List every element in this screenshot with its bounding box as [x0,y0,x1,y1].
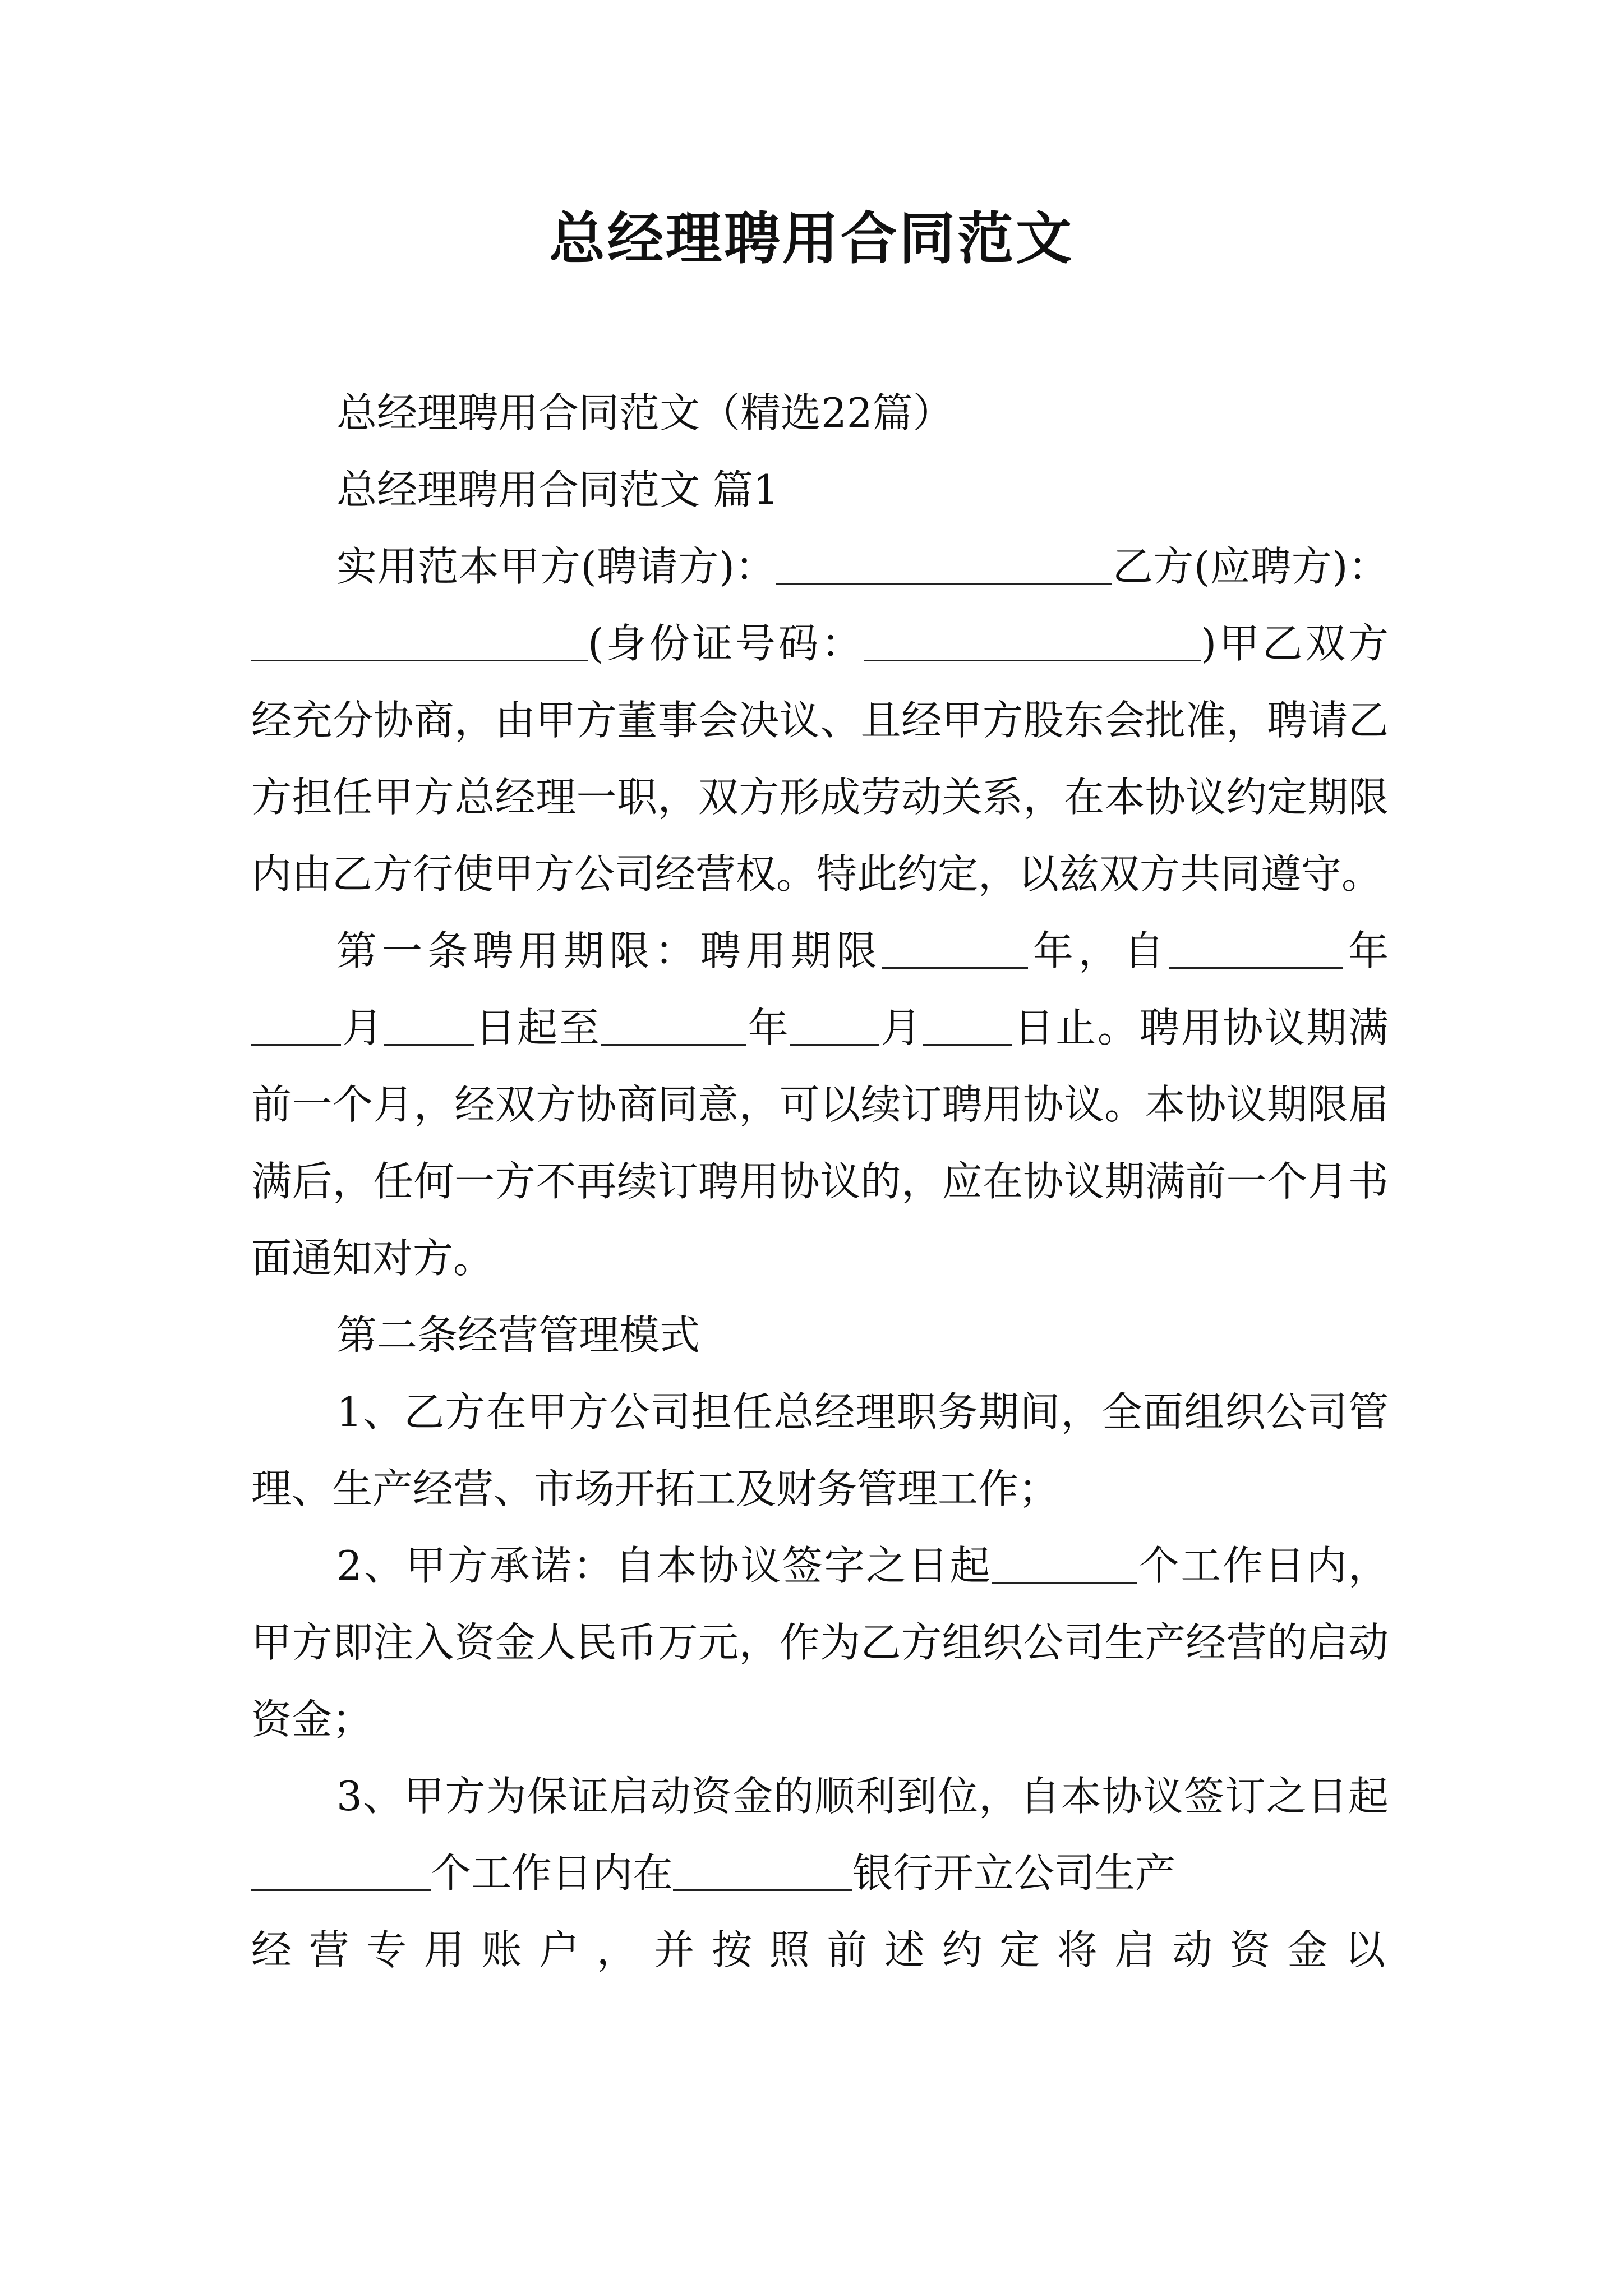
work-days-blank [992,1542,1137,1584]
item2-paragraph [251,1527,1389,1758]
start-day-blank [384,1004,474,1046]
article2-heading-text: 第二条经营管理模式 [336,1312,700,1359]
item1-text: 1、乙方在甲方公司担任总经理职务期间，全面组织公司管理、生产经营、市场开拓工及财务管理工作； [251,1388,1389,1512]
article1-text-b: 年，自 [1027,927,1169,974]
end-year-blank [601,1004,746,1046]
item3-text-a: 3、甲方为保证启动资金的顺利到位，自本协议签订之日起 [336,1773,1389,1820]
end-day-blank [923,1004,1012,1046]
party-a-blank [776,542,1112,585]
item1-paragraph [251,1374,1389,1527]
item2-text-a: 2、甲方承诺：自本协议签字之日起 [336,1542,992,1589]
article1-text-f: 年 [746,1004,790,1051]
section-heading-paragraph [251,452,1389,528]
item3-text-b: 个工作日内在 [431,1849,674,1897]
article2-heading-paragraph [251,1297,1389,1374]
section-heading-text: 总经理聘用合同范文 篇1 [336,466,779,513]
parties-paragraph [251,528,1389,913]
term-years-blank [882,927,1028,969]
start-year-blank [1169,927,1343,969]
article1-text-g: 月 [879,1004,923,1051]
article1-text-d: 月 [341,1004,385,1051]
bank-name-blank [673,1849,852,1891]
item2-text-b: 个工作日内，甲方即注入资金人民币万元，作为乙方组织公司生产经营的启动资金； [251,1542,1389,1743]
item3-text-c: 银行开立公司生产 [852,1849,1176,1897]
item3-paragraph [251,1758,1389,1912]
account-days-blank [251,1849,431,1891]
article1-text-h: 日止。聘用协议期满前一个月，经双方协商同意，可以续订聘用协议。本协议期限届满后，任何一方不再续订聘用协议的，应在协议期满前一个月书面通知对方。 [251,1004,1389,1282]
subtitle-text: 总经理聘用合同范文（精选22篇） [336,389,953,436]
document-title: 总经理聘用合同范文 [549,205,1074,272]
subtitle-paragraph [251,375,1389,452]
id-number-blank [864,619,1201,661]
item3-last-line [251,1912,1389,1989]
party-b-label: 乙方(应聘方)： [1112,543,1389,590]
article1-text-e: 日起至 [474,1004,601,1051]
article1-text-a: 第一条聘用期限：聘用期限 [336,927,882,974]
article1-paragraph [251,913,1389,1297]
party-a-label: 实用范本甲方(聘请方)： [336,543,776,590]
party-b-blank [251,619,588,661]
start-month-blank [251,1004,341,1046]
end-month-blank [790,1004,879,1046]
item3-text-d: 经营专用账户，并按照前述约定将启动资金以 [251,1926,1389,1973]
id-close: ) [1201,620,1217,667]
document-body [251,375,1389,1989]
intro-text: 甲乙双方经充分协商，由甲方董事会决议、且经甲方股东会批准，聘请乙方担任甲方总经理一职，双方形成劳动关系，在本协议约定期限内由乙方行使甲方公司经营权。特此约定，以兹双方共同遵守。 [251,620,1389,898]
article1-text-c: 年 [1343,927,1389,974]
id-label: (身份证号码： [588,620,865,667]
